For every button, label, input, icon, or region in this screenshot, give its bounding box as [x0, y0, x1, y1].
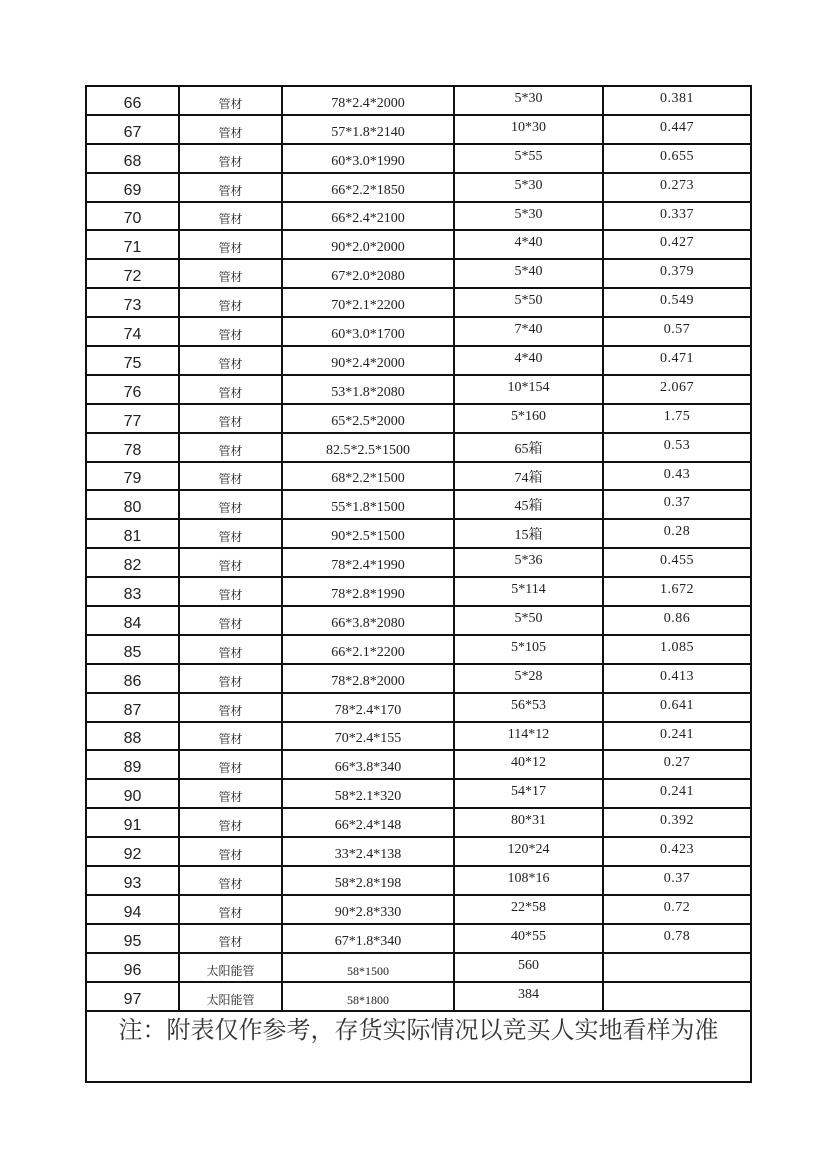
spec-cell: 66*2.4*148	[282, 808, 454, 837]
item-name-cell: 管材	[179, 115, 282, 144]
row-number-cell: 77	[86, 404, 179, 433]
item-name-cell: 管材	[179, 664, 282, 693]
weight-cell: 0.423	[603, 837, 751, 866]
weight-cell: 0.427	[603, 230, 751, 259]
item-name-cell: 太阳能管	[179, 982, 282, 1011]
spec-cell: 57*1.8*2140	[282, 115, 454, 144]
row-number-cell: 81	[86, 519, 179, 548]
row-number-cell: 91	[86, 808, 179, 837]
table-row	[86, 837, 751, 866]
table-row	[86, 202, 751, 231]
row-number-cell: 75	[86, 346, 179, 375]
table-row	[86, 866, 751, 895]
quantity-cell: 5*28	[454, 664, 603, 693]
quantity-cell: 5*30	[454, 86, 603, 115]
quantity-cell: 5*36	[454, 548, 603, 577]
item-name-cell: 管材	[179, 144, 282, 173]
weight-cell: 0.337	[603, 202, 751, 231]
item-name-cell: 管材	[179, 433, 282, 462]
table-row	[86, 288, 751, 317]
weight-cell: 0.57	[603, 317, 751, 346]
spec-cell: 90*2.5*1500	[282, 519, 454, 548]
spec-cell: 78*2.8*2000	[282, 664, 454, 693]
table-row	[86, 895, 751, 924]
weight-cell: 0.381	[603, 86, 751, 115]
table-row	[86, 144, 751, 173]
item-name-cell: 管材	[179, 462, 282, 491]
spec-cell: 66*3.8*340	[282, 750, 454, 779]
table-row	[86, 173, 751, 202]
table-row	[86, 115, 751, 144]
quantity-cell: 4*40	[454, 346, 603, 375]
quantity-cell: 40*12	[454, 750, 603, 779]
table-row	[86, 404, 751, 433]
item-name-cell: 管材	[179, 346, 282, 375]
spec-cell: 60*3.0*1990	[282, 144, 454, 173]
item-name-cell: 管材	[179, 750, 282, 779]
table-row	[86, 577, 751, 606]
weight-cell: 0.641	[603, 693, 751, 722]
item-name-cell: 管材	[179, 490, 282, 519]
spec-cell: 60*3.0*1700	[282, 317, 454, 346]
row-number-cell: 95	[86, 924, 179, 953]
quantity-cell: 45箱	[454, 490, 603, 519]
quantity-cell: 10*154	[454, 375, 603, 404]
weight-cell: 0.37	[603, 866, 751, 895]
weight-cell: 0.78	[603, 924, 751, 953]
table-row	[86, 375, 751, 404]
table-row	[86, 259, 751, 288]
item-name-cell: 管材	[179, 779, 282, 808]
quantity-cell: 560	[454, 953, 603, 982]
weight-cell: 1.672	[603, 577, 751, 606]
quantity-cell: 384	[454, 982, 603, 1011]
weight-cell: 0.43	[603, 462, 751, 491]
row-number-cell: 68	[86, 144, 179, 173]
row-number-cell: 72	[86, 259, 179, 288]
weight-cell: 0.273	[603, 173, 751, 202]
weight-cell: 0.549	[603, 288, 751, 317]
quantity-cell: 15箱	[454, 519, 603, 548]
item-name-cell: 太阳能管	[179, 953, 282, 982]
table-row	[86, 953, 751, 982]
row-number-cell: 78	[86, 433, 179, 462]
quantity-cell: 40*55	[454, 924, 603, 953]
item-name-cell: 管材	[179, 722, 282, 751]
item-name-cell: 管材	[179, 548, 282, 577]
spec-cell: 58*1500	[282, 953, 454, 982]
spec-cell: 78*2.8*1990	[282, 577, 454, 606]
quantity-cell: 5*105	[454, 635, 603, 664]
quantity-cell: 7*40	[454, 317, 603, 346]
weight-cell: 0.413	[603, 664, 751, 693]
quantity-cell: 10*30	[454, 115, 603, 144]
item-name-cell: 管材	[179, 519, 282, 548]
quantity-cell: 120*24	[454, 837, 603, 866]
note-text: 注：附表仅作参考，存货实际情况以竞买人实地看样为准	[86, 1011, 751, 1082]
row-number-cell: 85	[86, 635, 179, 664]
weight-cell: 0.86	[603, 606, 751, 635]
weight-cell: 0.447	[603, 115, 751, 144]
row-number-cell: 73	[86, 288, 179, 317]
quantity-cell: 5*30	[454, 202, 603, 231]
table-row	[86, 230, 751, 259]
row-number-cell: 74	[86, 317, 179, 346]
item-name-cell: 管材	[179, 924, 282, 953]
weight-cell: 0.471	[603, 346, 751, 375]
weight-cell: 0.379	[603, 259, 751, 288]
row-number-cell: 84	[86, 606, 179, 635]
weight-cell: 1.75	[603, 404, 751, 433]
table-row	[86, 86, 751, 115]
row-number-cell: 70	[86, 202, 179, 231]
item-name-cell: 管材	[179, 866, 282, 895]
row-number-cell: 83	[86, 577, 179, 606]
table-row	[86, 548, 751, 577]
spec-cell: 78*2.4*1990	[282, 548, 454, 577]
note-row	[86, 1011, 751, 1082]
spec-cell: 58*2.8*198	[282, 866, 454, 895]
row-number-cell: 82	[86, 548, 179, 577]
weight-cell: 0.241	[603, 779, 751, 808]
spec-cell: 53*1.8*2080	[282, 375, 454, 404]
row-number-cell: 79	[86, 462, 179, 491]
quantity-cell: 5*50	[454, 606, 603, 635]
item-name-cell: 管材	[179, 808, 282, 837]
quantity-cell: 22*58	[454, 895, 603, 924]
table-row	[86, 808, 751, 837]
item-name-cell: 管材	[179, 375, 282, 404]
weight-cell: 0.392	[603, 808, 751, 837]
spec-cell: 55*1.8*1500	[282, 490, 454, 519]
spec-cell: 90*2.4*2000	[282, 346, 454, 375]
weight-cell: 2.067	[603, 375, 751, 404]
table-row	[86, 982, 751, 1011]
row-number-cell: 80	[86, 490, 179, 519]
spec-cell: 65*2.5*2000	[282, 404, 454, 433]
table-row	[86, 779, 751, 808]
table-row	[86, 664, 751, 693]
spec-cell: 33*2.4*138	[282, 837, 454, 866]
row-number-cell: 92	[86, 837, 179, 866]
weight-cell: 0.27	[603, 750, 751, 779]
weight-cell: 0.72	[603, 895, 751, 924]
quantity-cell: 5*40	[454, 259, 603, 288]
spec-cell: 70*2.1*2200	[282, 288, 454, 317]
spec-cell: 66*2.1*2200	[282, 635, 454, 664]
table-row	[86, 693, 751, 722]
row-number-cell: 93	[86, 866, 179, 895]
item-name-cell: 管材	[179, 202, 282, 231]
table-row	[86, 490, 751, 519]
item-name-cell: 管材	[179, 288, 282, 317]
item-name-cell: 管材	[179, 317, 282, 346]
spec-cell: 66*2.2*1850	[282, 173, 454, 202]
row-number-cell: 97	[86, 982, 179, 1011]
quantity-cell: 4*40	[454, 230, 603, 259]
weight-cell	[603, 982, 751, 1011]
spec-cell: 90*2.0*2000	[282, 230, 454, 259]
item-name-cell: 管材	[179, 404, 282, 433]
row-number-cell: 76	[86, 375, 179, 404]
row-number-cell: 67	[86, 115, 179, 144]
table-row	[86, 519, 751, 548]
quantity-cell: 108*16	[454, 866, 603, 895]
quantity-cell: 5*30	[454, 173, 603, 202]
spec-cell: 68*2.2*1500	[282, 462, 454, 491]
spec-cell: 70*2.4*155	[282, 722, 454, 751]
table-row	[86, 606, 751, 635]
row-number-cell: 69	[86, 173, 179, 202]
spec-cell: 82.5*2.5*1500	[282, 433, 454, 462]
table-row	[86, 722, 751, 751]
weight-cell: 0.455	[603, 548, 751, 577]
table-row	[86, 924, 751, 953]
weight-cell: 0.655	[603, 144, 751, 173]
weight-cell	[603, 953, 751, 982]
row-number-cell: 94	[86, 895, 179, 924]
quantity-cell: 5*160	[454, 404, 603, 433]
spec-cell: 67*2.0*2080	[282, 259, 454, 288]
quantity-cell: 114*12	[454, 722, 603, 751]
table-row	[86, 635, 751, 664]
item-name-cell: 管材	[179, 895, 282, 924]
quantity-cell: 56*53	[454, 693, 603, 722]
spec-cell: 66*2.4*2100	[282, 202, 454, 231]
table-row	[86, 346, 751, 375]
item-name-cell: 管材	[179, 837, 282, 866]
spec-cell: 67*1.8*340	[282, 924, 454, 953]
quantity-cell: 5*114	[454, 577, 603, 606]
row-number-cell: 71	[86, 230, 179, 259]
item-name-cell: 管材	[179, 230, 282, 259]
item-name-cell: 管材	[179, 577, 282, 606]
table-row	[86, 433, 751, 462]
inventory-table	[85, 85, 752, 1083]
weight-cell: 0.28	[603, 519, 751, 548]
weight-cell: 0.241	[603, 722, 751, 751]
weight-cell: 1.085	[603, 635, 751, 664]
row-number-cell: 88	[86, 722, 179, 751]
weight-cell: 0.53	[603, 433, 751, 462]
row-number-cell: 87	[86, 693, 179, 722]
quantity-cell: 74箱	[454, 462, 603, 491]
quantity-cell: 54*17	[454, 779, 603, 808]
row-number-cell: 96	[86, 953, 179, 982]
spec-cell: 90*2.8*330	[282, 895, 454, 924]
spec-cell: 78*2.4*170	[282, 693, 454, 722]
table-row	[86, 317, 751, 346]
spec-cell: 66*3.8*2080	[282, 606, 454, 635]
item-name-cell: 管材	[179, 173, 282, 202]
item-name-cell: 管材	[179, 693, 282, 722]
item-name-cell: 管材	[179, 259, 282, 288]
row-number-cell: 66	[86, 86, 179, 115]
weight-cell: 0.37	[603, 490, 751, 519]
item-name-cell: 管材	[179, 635, 282, 664]
spec-cell: 58*2.1*320	[282, 779, 454, 808]
item-name-cell: 管材	[179, 606, 282, 635]
row-number-cell: 90	[86, 779, 179, 808]
quantity-cell: 80*31	[454, 808, 603, 837]
row-number-cell: 89	[86, 750, 179, 779]
quantity-cell: 5*50	[454, 288, 603, 317]
quantity-cell: 65箱	[454, 433, 603, 462]
item-name-cell: 管材	[179, 86, 282, 115]
inventory-table-body	[86, 86, 751, 1082]
spec-cell: 58*1800	[282, 982, 454, 1011]
spec-cell: 78*2.4*2000	[282, 86, 454, 115]
table-row	[86, 462, 751, 491]
row-number-cell: 86	[86, 664, 179, 693]
table-row	[86, 750, 751, 779]
quantity-cell: 5*55	[454, 144, 603, 173]
